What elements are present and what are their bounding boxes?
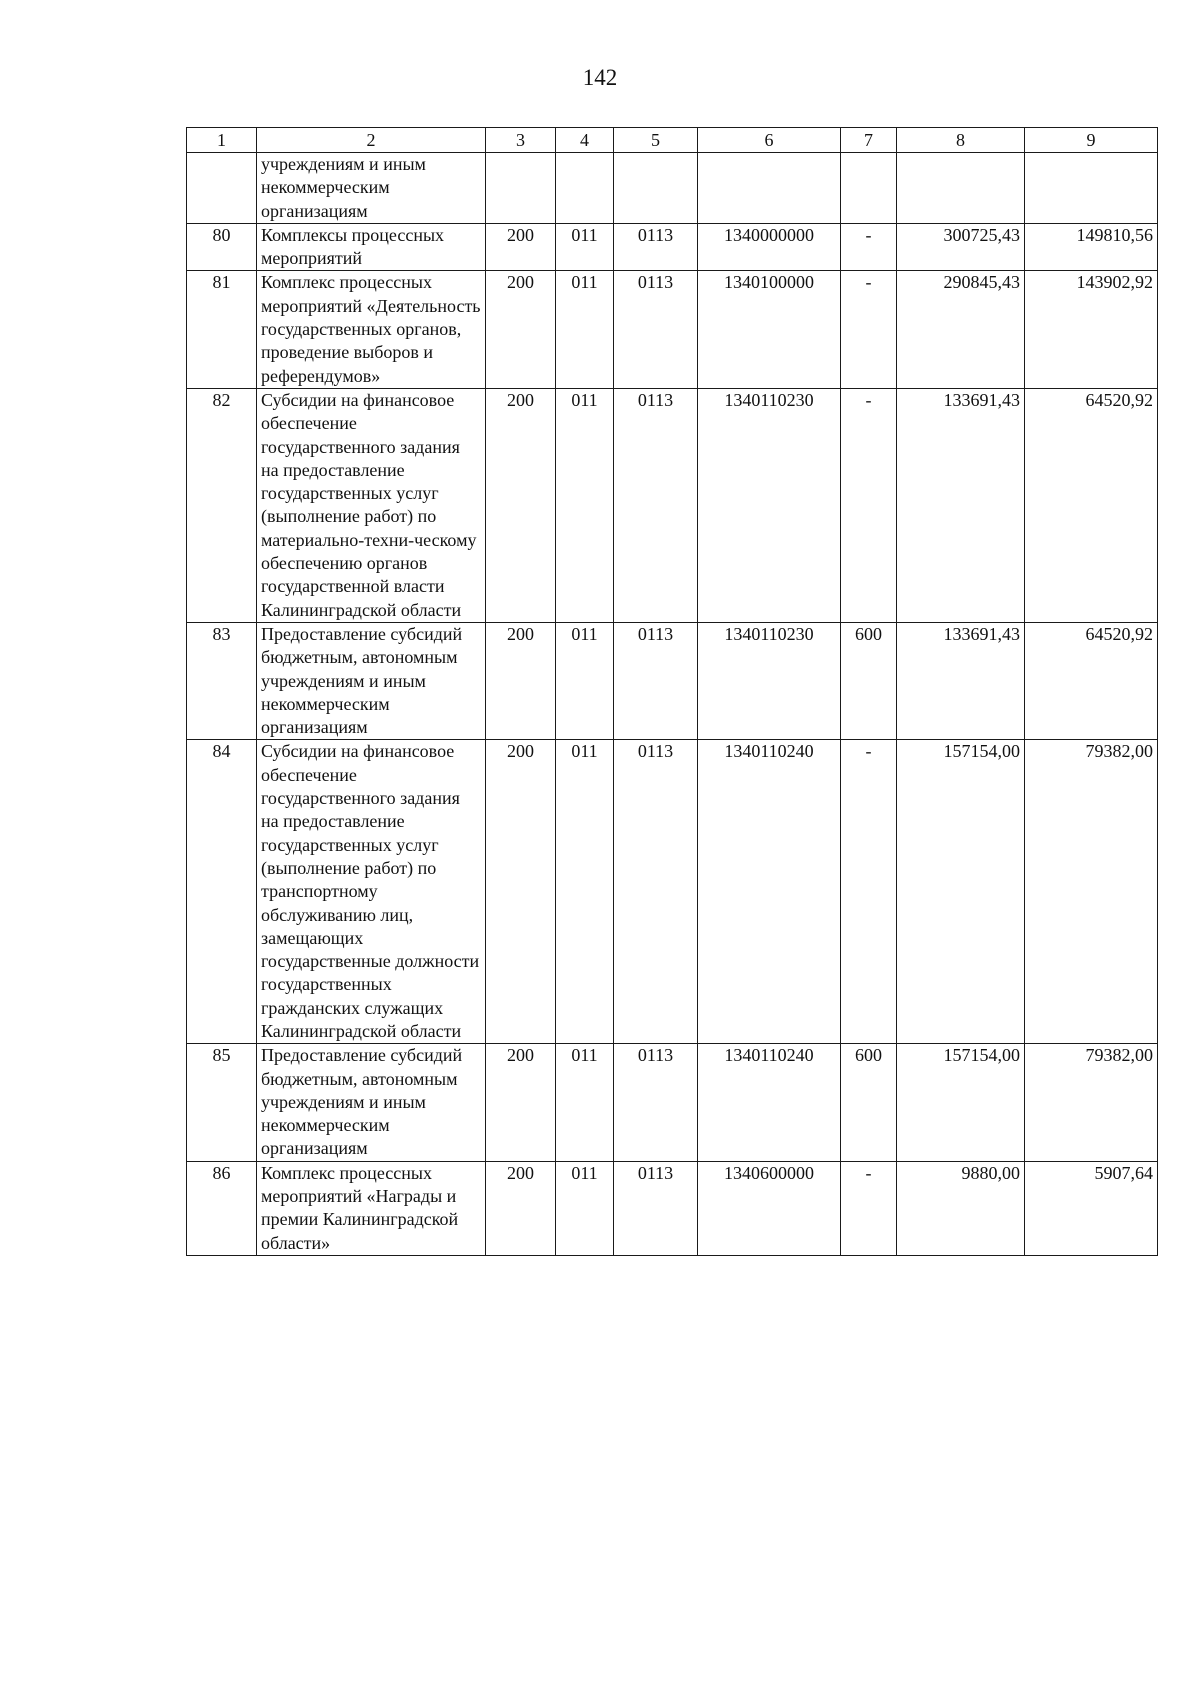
header-col-9: 9 [1025, 128, 1158, 153]
row-col-7: - [841, 1161, 897, 1255]
row-col-8: 300725,43 [897, 223, 1025, 271]
row-name: Комплексы процессных мероприятий [257, 223, 486, 271]
row-col-4: 011 [556, 1044, 614, 1161]
header-col-8: 8 [897, 128, 1025, 153]
header-col-1: 1 [187, 128, 257, 153]
row-col-3: 200 [486, 622, 556, 739]
row-number [187, 153, 257, 224]
row-col-3: 200 [486, 271, 556, 388]
row-col-4 [556, 153, 614, 224]
table-row [187, 153, 1158, 224]
header-col-7: 7 [841, 128, 897, 153]
header-row [187, 128, 1158, 153]
row-name: Субсидии на финансовое обеспечение государственного задания на предоставление государственных услуг (выполнение работ) по материально-техни-ческому обеспечению органов государственной власти Калининградской области [257, 388, 486, 622]
row-col-7: - [841, 740, 897, 1044]
row-col-3: 200 [486, 1161, 556, 1255]
header-col-5: 5 [614, 128, 698, 153]
row-col-6: 1340110230 [698, 388, 841, 622]
row-number: 82 [187, 388, 257, 622]
table-row [187, 271, 1158, 388]
row-col-9: 64520,92 [1025, 622, 1158, 739]
row-col-5: 0113 [614, 1044, 698, 1161]
row-number: 81 [187, 271, 257, 388]
row-col-6: 1340110230 [698, 622, 841, 739]
header-col-3: 3 [486, 128, 556, 153]
row-col-9: 64520,92 [1025, 388, 1158, 622]
row-col-6: 1340600000 [698, 1161, 841, 1255]
table-row [187, 388, 1158, 622]
row-name: Комплекс процессных мероприятий «Награды и премии Калининградской области» [257, 1161, 486, 1255]
row-number: 83 [187, 622, 257, 739]
row-col-3: 200 [486, 1044, 556, 1161]
table-row [187, 223, 1158, 271]
row-col-4: 011 [556, 271, 614, 388]
row-col-8: 133691,43 [897, 622, 1025, 739]
row-col-6: 1340110240 [698, 740, 841, 1044]
row-col-4: 011 [556, 388, 614, 622]
row-col-5: 0113 [614, 622, 698, 739]
row-col-5: 0113 [614, 271, 698, 388]
header-col-4: 4 [556, 128, 614, 153]
row-name: Предоставление субсидий бюджетным, автономным учреждениям и иным некоммерческим организациям [257, 1044, 486, 1161]
row-col-9: 79382,00 [1025, 740, 1158, 1044]
row-number: 85 [187, 1044, 257, 1161]
row-col-5: 0113 [614, 740, 698, 1044]
row-col-3: 200 [486, 740, 556, 1044]
row-col-6: 1340000000 [698, 223, 841, 271]
row-col-3: 200 [486, 223, 556, 271]
row-name: Субсидии на финансовое обеспечение государственного задания на предоставление государственных услуг (выполнение работ) по транспортному обслуживанию лиц, замещающих государственные должности государственных гражданских служащих Калининградской области [257, 740, 486, 1044]
table-row [187, 622, 1158, 739]
row-col-8: 9880,00 [897, 1161, 1025, 1255]
row-col-4: 011 [556, 1161, 614, 1255]
row-col-6: 1340110240 [698, 1044, 841, 1161]
row-col-8: 133691,43 [897, 388, 1025, 622]
row-number: 84 [187, 740, 257, 1044]
table-row [187, 1161, 1158, 1255]
row-col-9: 5907,64 [1025, 1161, 1158, 1255]
row-col-7 [841, 153, 897, 224]
row-col-9: 143902,92 [1025, 271, 1158, 388]
row-col-3 [486, 153, 556, 224]
table-row [187, 740, 1158, 1044]
row-col-7: - [841, 388, 897, 622]
row-col-7: - [841, 271, 897, 388]
row-col-8: 290845,43 [897, 271, 1025, 388]
row-col-7: - [841, 223, 897, 271]
row-col-9 [1025, 153, 1158, 224]
row-col-8: 157154,00 [897, 740, 1025, 1044]
row-col-8 [897, 153, 1025, 224]
row-col-3: 200 [486, 388, 556, 622]
header-col-6: 6 [698, 128, 841, 153]
page-number: 142 [582, 65, 618, 90]
header-col-2: 2 [257, 128, 486, 153]
row-number: 86 [187, 1161, 257, 1255]
row-col-5: 0113 [614, 1161, 698, 1255]
row-col-6: 1340100000 [698, 271, 841, 388]
row-col-5: 0113 [614, 388, 698, 622]
row-col-7: 600 [841, 622, 897, 739]
table-row [187, 1044, 1158, 1161]
row-col-4: 011 [556, 223, 614, 271]
row-col-8: 157154,00 [897, 1044, 1025, 1161]
row-number: 80 [187, 223, 257, 271]
row-col-5: 0113 [614, 223, 698, 271]
row-name: Предоставление субсидий бюджетным, автономным учреждениям и иным некоммерческим организациям [257, 622, 486, 739]
row-name: Комплекс процессных мероприятий «Деятельность государственных органов, проведение выборов и референдумов» [257, 271, 486, 388]
row-name: учреждениям и иным некоммерческим организациям [257, 153, 486, 224]
row-col-7: 600 [841, 1044, 897, 1161]
row-col-9: 149810,56 [1025, 223, 1158, 271]
row-col-4: 011 [556, 622, 614, 739]
row-col-9: 79382,00 [1025, 1044, 1158, 1161]
row-col-6 [698, 153, 841, 224]
budget-table [186, 127, 1158, 1256]
row-col-4: 011 [556, 740, 614, 1044]
row-col-5 [614, 153, 698, 224]
